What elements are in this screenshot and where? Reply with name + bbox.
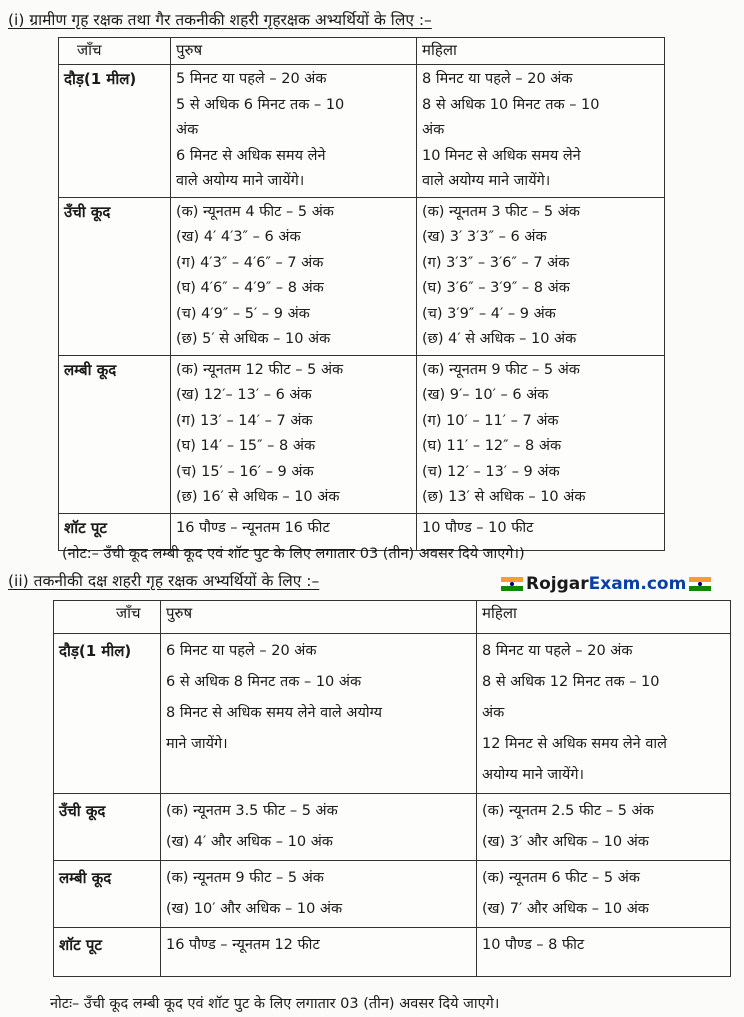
section1-heading: (i) ग्रामीण गृह रक्षक तथा गैर तकनीकी शहरी गृहरक्षक अभ्यर्थियों के लिए :– [8,11,432,29]
table-row [59,355,665,513]
section2-heading: (ii) तकनीकी दक्ष शहरी गृह रक्षक अभ्यर्थियों के लिए :– [8,572,320,590]
male-cell: 16 पौण्ड – न्यूनतम 12 फीट [161,928,477,977]
female-cell: 8 मिनट या पहले – 20 अंक 8 से अधिक 10 मिनट तक – 10 अंक 10 मिनट से अधिक समय लेने वाले अयोग्य माने जायेंगे। [417,65,665,198]
row-label: लम्बी कूद [59,355,171,513]
header-female: महिला [477,601,731,634]
section1-header-row [59,38,665,65]
table-row [54,634,731,794]
male-cell: (क) न्यूनतम 9 फीट – 5 अंक (ख) 10′ और अधिक – 10 अंक [161,861,477,928]
row-label: उँची कूद [54,794,161,861]
flag-icon [501,577,523,591]
row-label: दौड़(1 मील) [54,634,161,794]
female-cell: 10 पौण्ड – 8 फीट [477,928,731,977]
section1-table [58,37,665,551]
section2-note: नोटः– उँची कूद लम्बी कूद एवं शॉट पुट के लिए लगातार 03 (तीन) अवसर दिये जाएगे। [50,996,500,1012]
row-label: लम्बी कूद [54,861,161,928]
row-label: शॉट पूट [54,928,161,977]
male-cell: 16 पौण्ड – न्यूनतम 16 फीट [171,513,417,550]
header-female: महिला [417,38,665,65]
row-label: शॉट पूट [59,513,171,550]
table-row [59,197,665,355]
female-cell: 10 पौण्ड – 10 फीट [417,513,665,550]
header-test: जाँच [59,38,171,65]
section2-table [53,600,731,977]
header-male: पुरुष [161,601,477,634]
table-row [59,65,665,198]
table-row [54,928,731,977]
male-cell: (क) न्यूनतम 12 फीट – 5 अंक (ख) 12′– 13′ – 6 अंक (ग) 13′ – 14′ – 7 अंक (घ) 14′ – 15″ – 8 अंक (च) 15′ – 16′ – 9 अंक (छ) 16′ से अधिक – 10 अंक [171,355,417,513]
section2-header-row [54,601,731,634]
male-cell: (क) न्यूनतम 4 फीट – 5 अंक (ख) 4′ 4′3″ – 6 अंक (ग) 4′3″ – 4′6″ – 7 अंक (घ) 4′6″ – 4′9″ – 8 अंक (च) 4′9″ – 5′ – 9 अंक (छ) 5′ से अधिक – 10 अंक [171,197,417,355]
female-cell: (क) न्यूनतम 9 फीट – 5 अंक (ख) 9′– 10′ – 6 अंक (ग) 10′ – 11′ – 7 अंक (घ) 11′ – 12″ – 8 अंक (च) 12′ – 13′ – 9 अंक (छ) 13′ से अधिक – 10 अंक [417,355,665,513]
male-cell: 6 मिनट या पहले – 20 अंक 6 से अधिक 8 मिनट तक – 10 अंक 8 मिनट से अधिक समय लेने वाले अयोग्य माने जायेंगे। [161,634,477,794]
female-cell: 8 मिनट या पहले – 20 अंक 8 से अधिक 12 मिनट तक – 10 अंक 12 मिनट से अधिक समय लेने वाले अयोग्य माने जायेंगे। [477,634,731,794]
section1-note: (नोट:– उँची कूद लम्बी कूद एवं शॉट पुट के लिए लगातार 03 (तीन) अवसर दिये जाएगे।) [62,546,525,562]
header-test: जाँच [54,601,161,634]
male-cell: 5 मिनट या पहले – 20 अंक 5 से अधिक 6 मिनट तक – 10 अंक 6 मिनट से अधिक समय लेने वाले अयोग्य माने जायेंगे। [171,65,417,198]
female-cell: (क) न्यूनतम 2.5 फीट – 5 अंक (ख) 3′ और अधिक – 10 अंक [477,794,731,861]
male-cell: (क) न्यूनतम 3.5 फीट – 5 अंक (ख) 4′ और अधिक – 10 अंक [161,794,477,861]
table-row [54,794,731,861]
watermark-logo: Rojgar Exam.com [498,574,714,594]
row-label: दौड़(1 मील) [59,65,171,198]
female-cell: (क) न्यूनतम 6 फीट – 5 अंक (ख) 7′ और अधिक – 10 अंक [477,861,731,928]
row-label: उँची कूद [59,197,171,355]
table-row [54,861,731,928]
header-male: पुरुष [171,38,417,65]
flag-icon [689,577,711,591]
female-cell: (क) न्यूनतम 3 फीट – 5 अंक (ख) 3′ 3′3″ – 6 अंक (ग) 3′3″ – 3′6″ – 7 अंक (घ) 3′6″ – 3′9″ – 8 अंक (च) 3′9″ – 4′ – 9 अंक (छ) 4′ से अधिक – 10 अंक [417,197,665,355]
